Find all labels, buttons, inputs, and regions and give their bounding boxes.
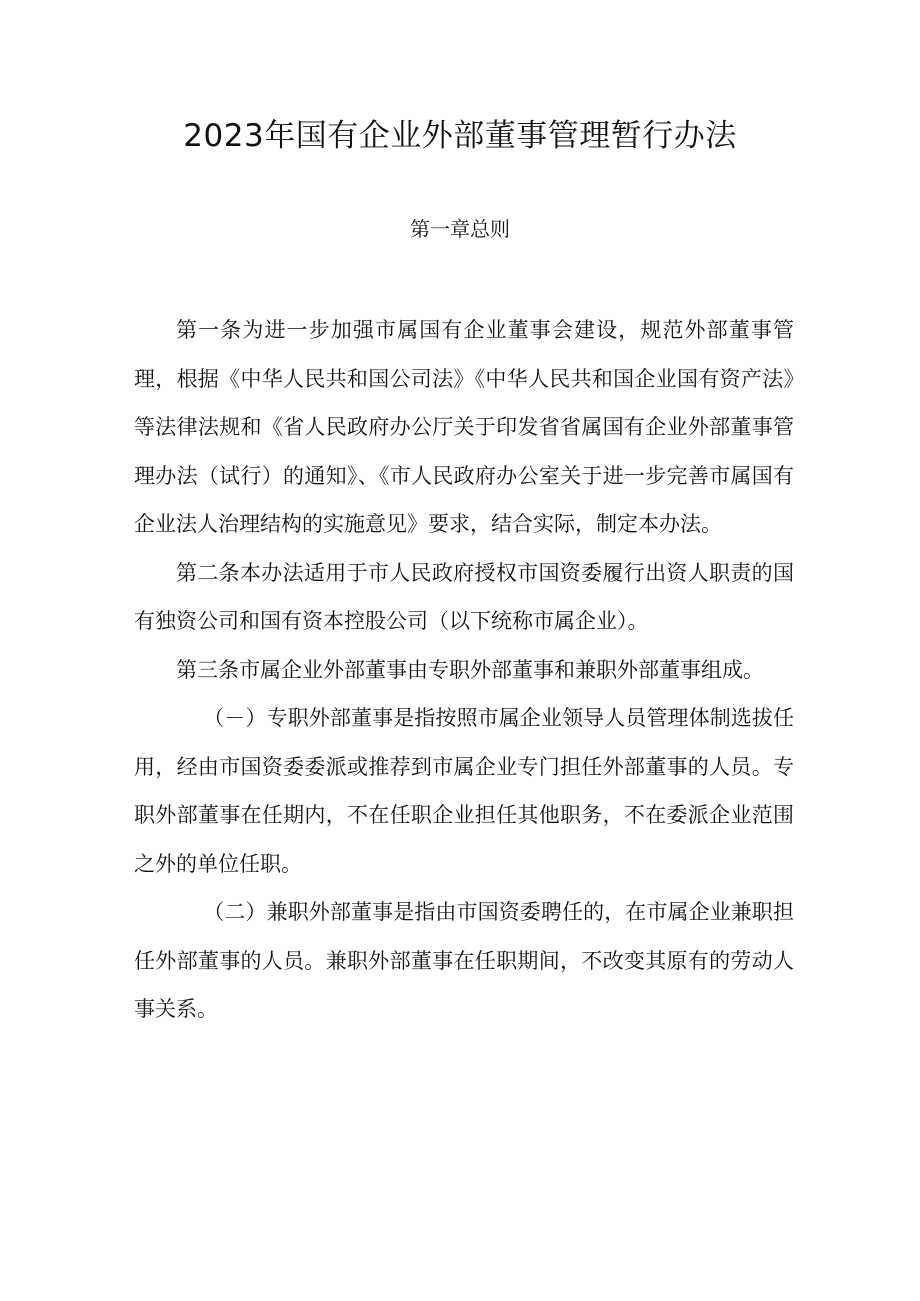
document-title: 2023年国有企业外部董事管理暂行办法 <box>183 118 737 154</box>
chapter-heading: 第一章总则 <box>410 217 510 241</box>
document-body <box>134 306 794 1034</box>
article-2-paragraph: 第二条本办法适用于市人民政府授权市国资委履行出资人职责的国有独资公司和国有资本控股公司（以下统称市属企业）。 <box>134 560 794 633</box>
article-1-paragraph: 第一条为进一步加强市属国有企业董事会建设，规范外部董事管理，根据《中华人民共和国公司法》《中华人民共和国企业国有资产法》等法律法规和《省人民政府办公厅关于印发省省属国有企业外部董事管理办法（试行）的通知》、《市人民政府办公室关于进一步完善市属国有企业法人治理结构的实施意见》要求，结合实际，制定本办法。 <box>134 318 794 536</box>
article-3-paragraph: 第三条市属企业外部董事由专职外部董事和兼职外部董事组成。 <box>176 657 764 682</box>
article-3-item-1-paragraph: （－）专职外部董事是指按照市属企业领导人员管理体制选拔任用，经由市国资委委派或推荐到市属企业专门担任外部董事的人员。专职外部董事在任期内，不在任职企业担任其他职务，不在委派企业范围之外的单位任职。 <box>134 706 794 876</box>
article-3-item-2-paragraph: （二）兼职外部董事是指由市国资委聘任的，在市属企业兼职担任外部董事的人员。兼职外部董事在任职期间，不改变其原有的劳动人事关系。 <box>134 900 794 1021</box>
